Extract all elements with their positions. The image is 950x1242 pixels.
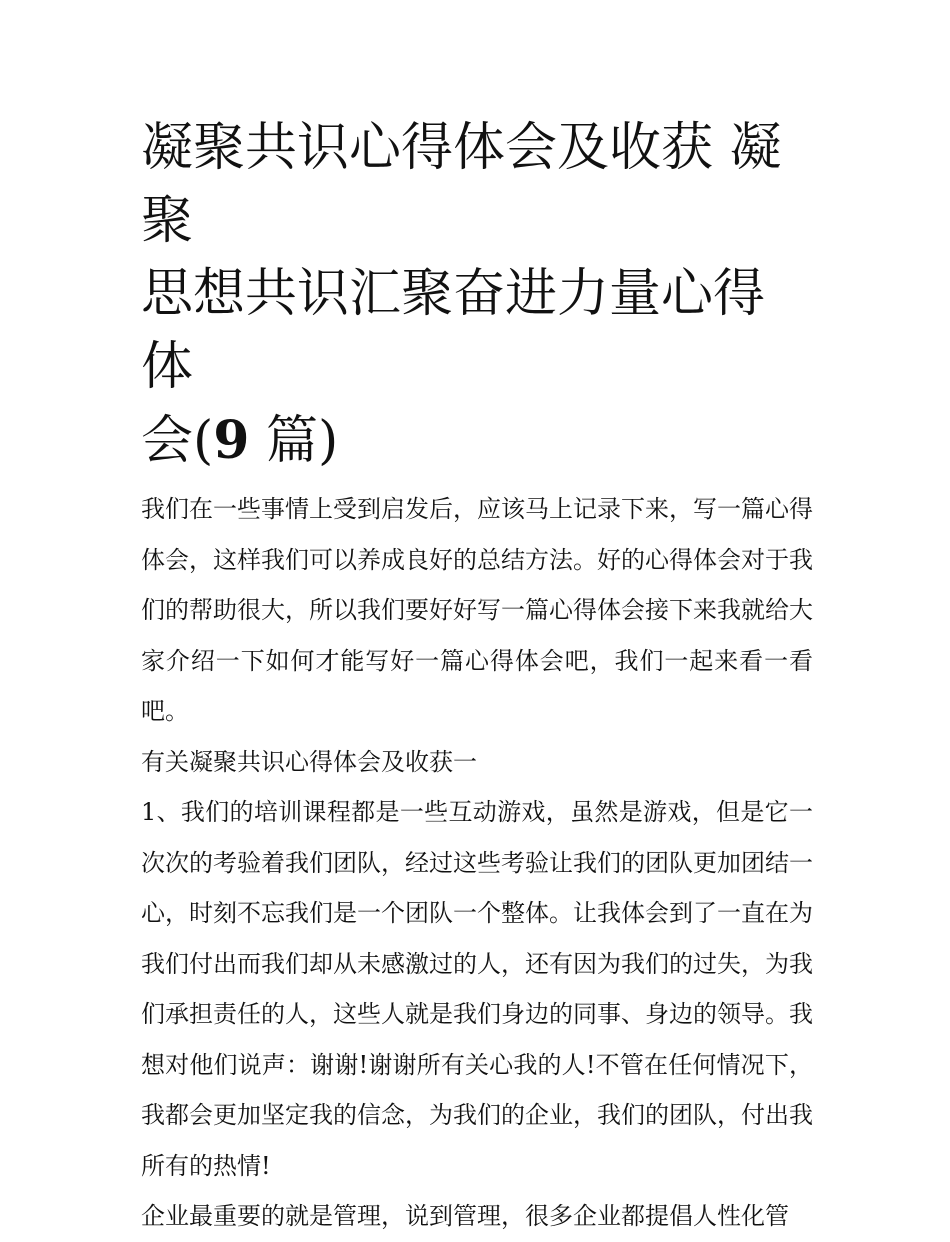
body-paragraph-1: 1、我们的培训课程都是一些互动游戏，虽然是游戏，但是它一次次的考验着我们团队，经过这些考验让我们的团队更加团结一心，时刻不忘我们是一个团队一个整体。让我体会到了一直在为我们付出而我们却从未感激过的人，还有因为我们的过失，为我们承担责任的人，这些人就是我们身边的同事、身边的领导。我想对他们说声：谢谢!谢谢所有关心我的人!不管在任何情况下，我都会更加坚定我的信念，为我们的企业，我们的团队，付出我所有的热情! bbox=[141, 798, 813, 1180]
title-line-2: 思想共识汇聚奋进力量心得体 bbox=[141, 264, 766, 397]
document-title bbox=[141, 112, 813, 478]
title-line-3-suffix: 篇) bbox=[249, 411, 339, 471]
intro-paragraph: 我们在一些事情上受到启发后，应该马上记录下来，写一篇心得体会，这样我们可以养成良好的总结方法。好的心得体会对于我们的帮助很大，所以我们要好好写一篇心得体会接下来我就给大家介绍一下如何才能写好一篇心得体会吧，我们一起来看一看吧。 bbox=[141, 495, 813, 725]
document-page bbox=[141, 112, 813, 1242]
title-line-3-prefix: 会( bbox=[141, 411, 214, 471]
title-line-1: 凝聚共识心得体会及收获 凝聚 bbox=[141, 118, 782, 251]
section-heading: 有关凝聚共识心得体会及收获一 bbox=[141, 747, 477, 776]
title-line-3-number: 9 bbox=[213, 410, 250, 471]
body-paragraph-2: 企业最重要的就是管理，说到管理，很多企业都提倡人性化管 bbox=[141, 1202, 789, 1230]
